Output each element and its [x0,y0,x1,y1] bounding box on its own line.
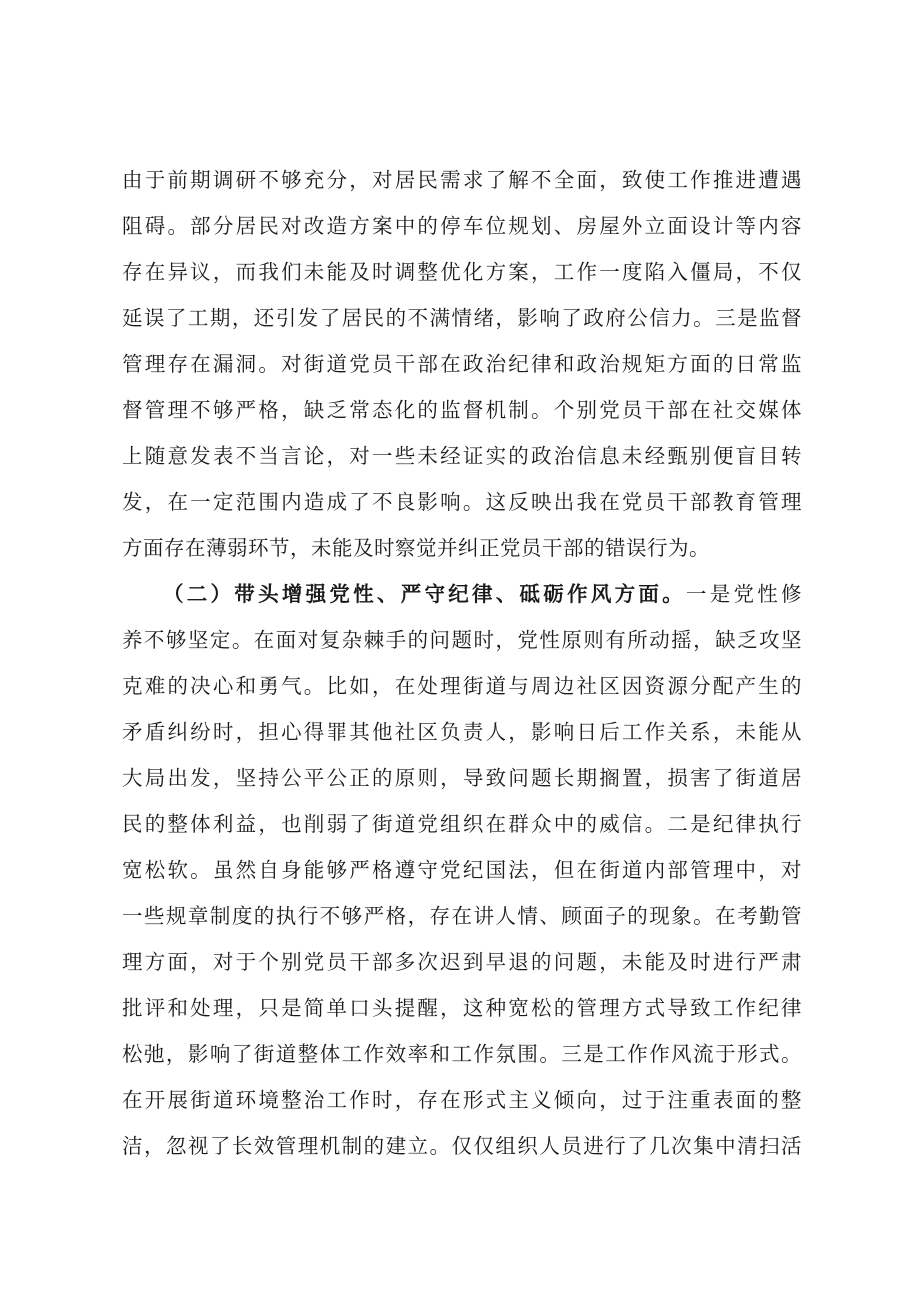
text-line: 方面存在薄弱环节，未能及时察觉并纠正党员干部的错误行为。 [122,536,710,560]
text-line: 大局出发，坚持公平公正的原则，导致问题长期搁置，损害了街道居 [122,766,802,790]
text-line: 管理存在漏洞。对街道党员干部在政治纪律和政治规矩方面的日常监 [122,352,802,376]
text-line: 松弛，影响了街道整体工作效率和工作氛围。三是工作作风流于形式。 [122,1042,802,1066]
text-line: 由于前期调研不够充分，对居民需求了解不全面，致使工作推进遭遇 [122,168,802,192]
text-line: 宽松软。虽然自身能够严格遵守党纪国法，但在街道内部管理中，对 [122,858,802,882]
text-line: 存在异议，而我们未能及时调整优化方案，工作一度陷入僵局，不仅 [122,260,802,284]
text-line: 洁，忽视了长效管理机制的建立。仅仅组织人员进行了几次集中清扫活 [122,1134,802,1158]
section-first-line-rest: 一是党性修 [685,582,802,606]
text-line: 克难的决心和勇气。比如，在处理街道与周边社区因资源分配产生的 [122,674,802,698]
text-line: 一些规章制度的执行不够严格，存在讲人情、顾面子的现象。在考勤管 [122,904,802,928]
text-line: 督管理不够严格，缺乏常态化的监督机制。个别党员干部在社交媒体 [122,398,802,422]
text-line: 阻碍。部分居民对改造方案中的停车位规划、房屋外立面设计等内容 [122,214,802,238]
text-line: 延误了工期，还引发了居民的不满情绪，影响了政府公信力。三是监督 [122,306,802,330]
text-line: 矛盾纠纷时，担心得罪其他社区负责人，影响日后工作关系，未能从 [122,720,802,744]
text-line: 发，在一定范围内造成了不良影响。这反映出我在党员干部教育管理 [122,490,802,514]
text-line: 在开展街道环境整治工作时，存在形式主义倾向，过于注重表面的整 [122,1088,802,1112]
text-line: 理方面，对于个别党员干部多次迟到早退的问题，未能及时进行严肃 [122,950,802,974]
section-heading: （二）带头增强党性、严守纪律、砥砺作风方面。 [163,582,686,606]
text-line: 批评和处理，只是简单口头提醒，这种宽松的管理方式导致工作纪律 [122,996,802,1020]
text-line: 民的整体利益，也削弱了街道党组织在群众中的威信。二是纪律执行 [122,812,802,836]
section-first-line [163,579,802,609]
text-line: 上随意发表不当言论，对一些未经证实的政治信息未经甄别便盲目转 [122,444,802,468]
text-line: 养不够坚定。在面对复杂棘手的问题时，党性原则有所动摇，缺乏攻坚 [122,628,802,652]
